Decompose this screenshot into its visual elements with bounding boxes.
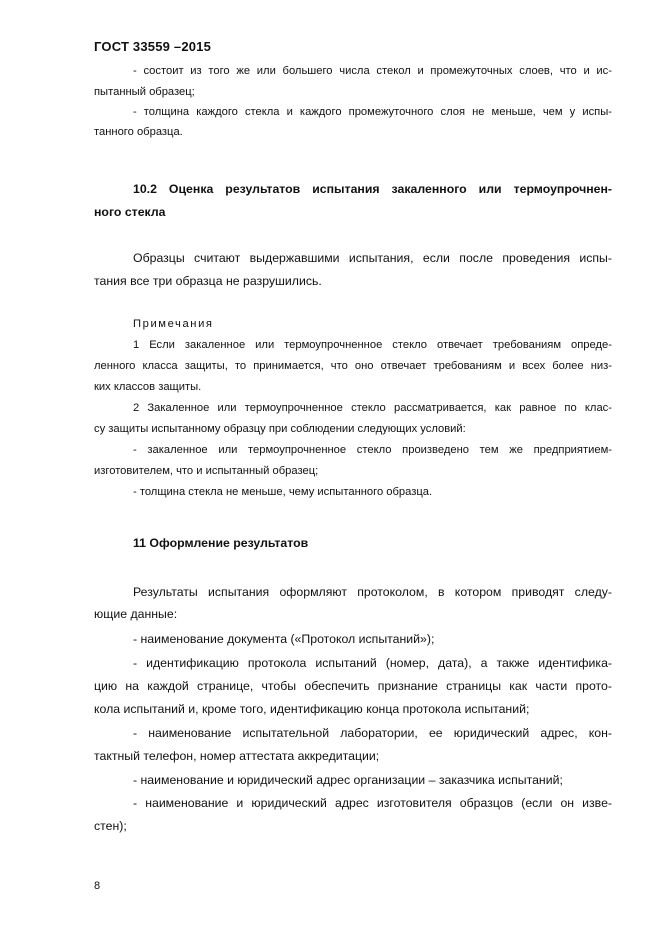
list-item: - наименование испытательной лаборатории, ее юридический адрес, кон- xyxy=(133,726,612,740)
note-line: су защиты испытанному образцу при соблюдении следующих условий: xyxy=(94,423,466,435)
notes-title: Примечания xyxy=(133,318,214,330)
text-line: - состоит из того же или большего числа стекол и промежуточных слоев, что и ис- xyxy=(133,65,612,77)
note-line: ленного класса защиты, то принимается, что оно отвечает требованиям и всех более низ- xyxy=(94,360,612,372)
list-item: - наименование и юридический адрес изготовителя образцов (если он изве- xyxy=(133,796,612,810)
text-line: танного образца. xyxy=(94,126,183,138)
note-line: 1 Если закаленное или термоупрочненное стекло отвечает требованиям опреде- xyxy=(133,339,612,351)
list-item-cont: стен); xyxy=(94,819,127,833)
note-line: изготовителем, что и испытанный образец; xyxy=(94,465,319,477)
standard-header: ГОСТ 33559 –2015 xyxy=(94,39,212,54)
note-line: 2 Закаленное или термоупрочненное стекло рассматривается, как равное по клас- xyxy=(133,402,612,414)
section-heading-10-2: 10.2 Оценка результатов испытания закаленного или термоупрочнен- xyxy=(133,182,612,196)
page-number: 8 xyxy=(94,880,101,892)
list-item-cont: кола испытаний и, кроме того, идентификацию конца протокола испытаний; xyxy=(94,702,530,716)
list-item-cont: цию на каждой странице, чтобы обеспечить признание страницы как части прото- xyxy=(94,679,612,693)
text-line: - толщина каждого стекла и каждого промежуточного слоя не меньше, чем у испы- xyxy=(133,106,612,118)
text-line: пытанный образец; xyxy=(94,86,195,98)
list-item-cont: тактный телефон, номер аттестата аккредитации; xyxy=(94,749,380,763)
paragraph-line: Образцы считают выдержавшими испытания, если после проведения испы- xyxy=(133,251,612,265)
list-item: - наименование и юридический адрес организации – заказчика испытаний; xyxy=(133,773,563,787)
section-heading-11: 11 Оформление результатов xyxy=(133,536,309,550)
note-line: - закаленное или термоупрочненное стекло произведено тем же предприятием- xyxy=(133,444,612,456)
paragraph-line: Результаты испытания оформляют протоколом, в котором приводят следу- xyxy=(133,585,612,599)
note-line: ких классов защиты. xyxy=(94,381,202,393)
list-item: - наименование документа («Протокол испытаний»); xyxy=(133,632,435,646)
paragraph-line: тания все три образца не разрушились. xyxy=(94,274,322,288)
paragraph-line: ющие данные: xyxy=(94,607,178,621)
list-item: - идентификацию протокола испытаний (номер, дата), а также идентифика- xyxy=(133,656,612,670)
section-heading-10-2-cont: ного стекла xyxy=(94,205,166,219)
note-line: - толщина стекла не меньше, чему испытанного образца. xyxy=(133,486,433,498)
